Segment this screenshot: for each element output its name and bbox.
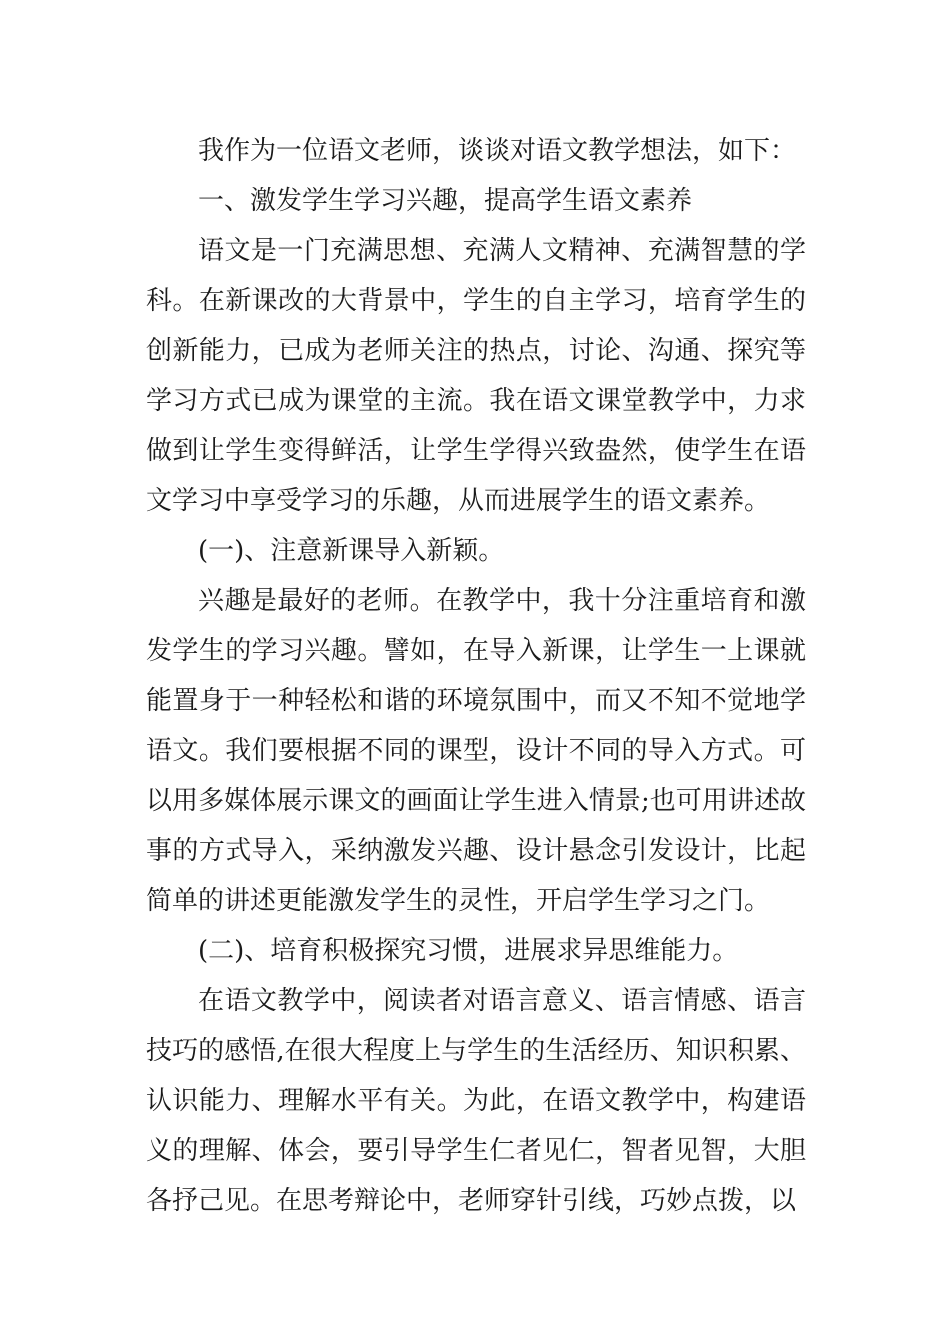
paragraph-body: 兴趣是最好的老师。在教学中，我十分注重培育和激发学生的学习兴趣。譬如，在导入新课，让学生一上课就能置身于一种轻松和谐的环境氛围中，而又不知不觉地学语文。我们要根据不同的课型，设计不同的导入方式。可以用多媒体展示课文的画面让学生进入情景;也可用讲述故事的方式导入，采纳激发兴趣、设计悬念引发设计，比起简单的讲述更能激发学生的灵性，开启学生学习之门。 [146, 586, 806, 916]
section-heading-1: 一、激发学生学习兴趣，提高学生语文素养 [198, 186, 693, 216]
paragraph-intro: 我作为一位语文老师，谈谈对语文教学想法，如下： [198, 136, 797, 166]
paragraph-body: 语文是一门充满思想、充满人文精神、充满智慧的学科。在新课改的大背景中，学生的自主学习，培育学生的创新能力，已成为老师关注的热点，讨论、沟通、探究等学习方式已成为课堂的主流。我在语文课堂教学中，力求做到让学生变得鲜活，让学生学得兴致盎然，使学生在语文学习中享受学习的乐趣，从而进展学生的语文素养。 [146, 236, 806, 516]
document-body [146, 126, 806, 1226]
paragraph-body: 在语文教学中，阅读者对语言意义、语言情感、语言技巧的感悟,在很大程度上与学生的生活经历、知识积累、认识能力、理解水平有关。为此，在语文教学中，构建语义的理解、体会，要引导学生仁者见仁，智者见智，大胆各抒己见。在思考辩论中，老师穿针引线，巧妙点拨，以 [146, 986, 806, 1216]
subsection-heading-1: (一)、注意新课导入新颖。 [198, 536, 505, 566]
subsection-heading-2: (二)、培育积极探究习惯，进展求异思维能力。 [198, 936, 739, 966]
